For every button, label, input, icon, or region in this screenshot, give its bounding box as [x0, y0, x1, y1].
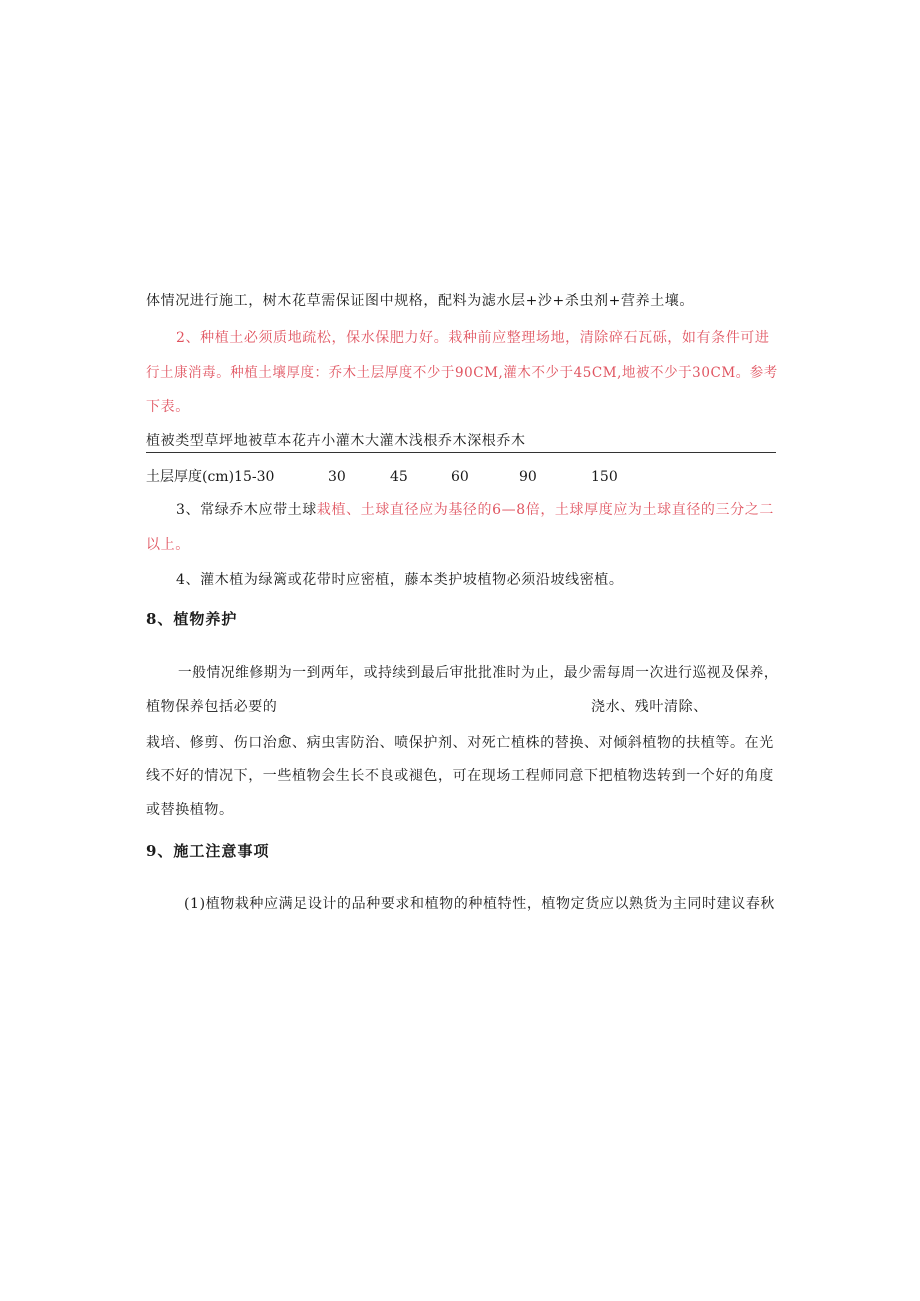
table-cell: 150	[591, 469, 618, 485]
table-cell: 45	[390, 469, 408, 485]
item-2-line-2: 行土康消毒。种植土壤厚度：乔木土层厚度不少于90CM,灌木不少于45CM,地被不少于30CM。参考	[146, 365, 778, 381]
table-row-label: 土层厚度(cm)15-30	[146, 469, 275, 485]
table-rule	[146, 452, 776, 453]
item-2-line-3: 下表。	[146, 399, 190, 415]
table-cell: 30	[328, 469, 346, 485]
item-2-line-1: 2、种植土必须质地疏松，保水保肥力好。栽种前应整理场地，清除碎石瓦砾，如有条件可进	[176, 330, 770, 346]
section-9-item-1: (1)植物栽种应满足设计的品种要求和植物的种植特性，植物定货应以熟货为主同时建议春秋	[184, 896, 776, 912]
section-8-para-line-2-right: 浇水、残叶清除、	[591, 699, 708, 715]
item-3-part-2: 栽植、土球直径应为基径的6—8倍，土球厚度应为土球直径的三分之二	[316, 502, 774, 518]
item-3-part-1: 3、常绿乔木应带土球	[176, 502, 317, 518]
section-9-heading: 9、施工注意事项	[146, 842, 270, 860]
table-cell: 60	[451, 469, 469, 485]
item-3-line-2: 以上。	[146, 537, 190, 553]
section-8-heading: 8、植物养护	[146, 610, 238, 628]
section-8-para-line-4: 线不好的情况下，一些植物会生长不良或褪色，可在现场工程师同意下把植物迭转到一个好的角度	[146, 768, 774, 784]
item-4-line: 4、灌木植为绿篱或花带时应密植，藤本类护坡植物必须沿坡线密植。	[176, 572, 624, 588]
section-8-para-line-1: 一般情况维修期为一到两年，或持续到最后审批批准时为止，最少需每周一次进行巡视及保养，	[178, 665, 779, 681]
section-8-para-line-5: 或替换植物。	[146, 802, 234, 818]
paragraph-line: 体情况进行施工，树木花草需保证图中规格，配料为滤水层+沙+杀虫剂+营养土壤。	[146, 293, 694, 309]
section-8-para-line-2-left: 植物保养包括必要的	[146, 699, 278, 715]
table-cell: 90	[519, 469, 537, 485]
table-header: 植被类型草坪地被草本花卉小灌木大灌木浅根乔木深根乔木	[146, 433, 526, 449]
item-3-line-1	[176, 501, 774, 519]
section-8-para-line-3: 栽培、修剪、伤口治愈、病虫害防治、喷保护剂、对死亡植株的替换、对倾斜植物的扶植等。在光	[146, 735, 774, 751]
